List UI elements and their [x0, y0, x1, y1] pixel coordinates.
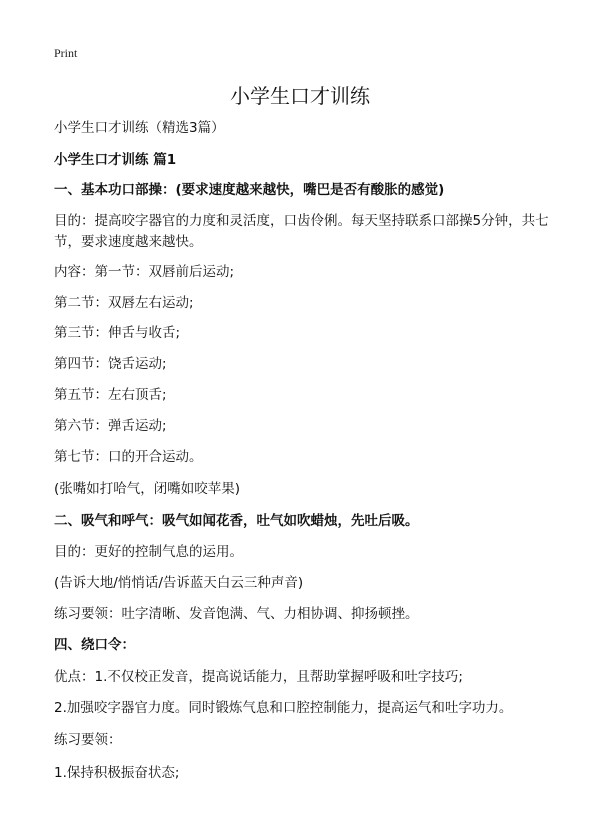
paragraph-content: 内容：第一节：双唇前后运动; [54, 264, 235, 280]
heading-mouth-exercise: 一、基本功口部操：(要求速度越来越快，嘴巴是否有酸胀的感觉) [54, 182, 445, 198]
paragraph-advantage-1: 优点：1.不仅校正发音，提高说话能力，且帮助掌握呼吸和吐字技巧; [54, 669, 463, 685]
list-item: 第四节：饶舌运动; [54, 356, 167, 372]
list-item: 第五节：左右顶舌; [54, 387, 167, 403]
document-title: 小学生口才训练 [230, 84, 370, 108]
section-heading: 小学生口才训练 篇1 [54, 152, 177, 168]
list-item: 第七节：口的开合运动。 [54, 449, 203, 465]
heading-breathing: 二、吸气和呼气：吸气如闻花香，吐气如吹蜡烛，先吐后吸。 [54, 513, 419, 529]
list-item: 第六节：弹舌运动; [54, 418, 167, 434]
heading-tongue-twister: 四、绕口令： [54, 637, 135, 653]
paragraph-purpose-2: 目的：更好的控制气息的运用。 [54, 544, 243, 560]
paragraph-tip-1: 1.保持积极振奋状态; [54, 765, 180, 781]
list-item: 第三节：伸舌与收舌; [54, 325, 181, 341]
paragraph-tips: 练习要领：吐字清晰、发音饱满、气、力相协调、抑扬顿挫。 [54, 606, 419, 622]
paragraph-advantage-2: 2.加强咬字器官力度。同时锻炼气息和口腔控制能力，提高运气和吐字功力。 [54, 700, 513, 716]
paragraph-note: (告诉大地/悄悄话/告诉蓝天白云三种声音) [54, 575, 304, 591]
list-item: 第二节：双唇左右运动; [54, 295, 194, 311]
print-label: Print [54, 46, 78, 60]
paragraph-note: (张嘴如打哈气，闭嘴如咬苹果) [54, 481, 241, 497]
subtitle: 小学生口才训练（精选3篇） [54, 120, 225, 136]
paragraph-tips-heading: 练习要领： [54, 732, 122, 748]
paragraph-purpose-1: 目的：提高咬字器官的力度和灵活度，口齿伶俐。每天坚持联系口部操5分钟，共七节，要求速度越来越快。 [54, 213, 549, 250]
